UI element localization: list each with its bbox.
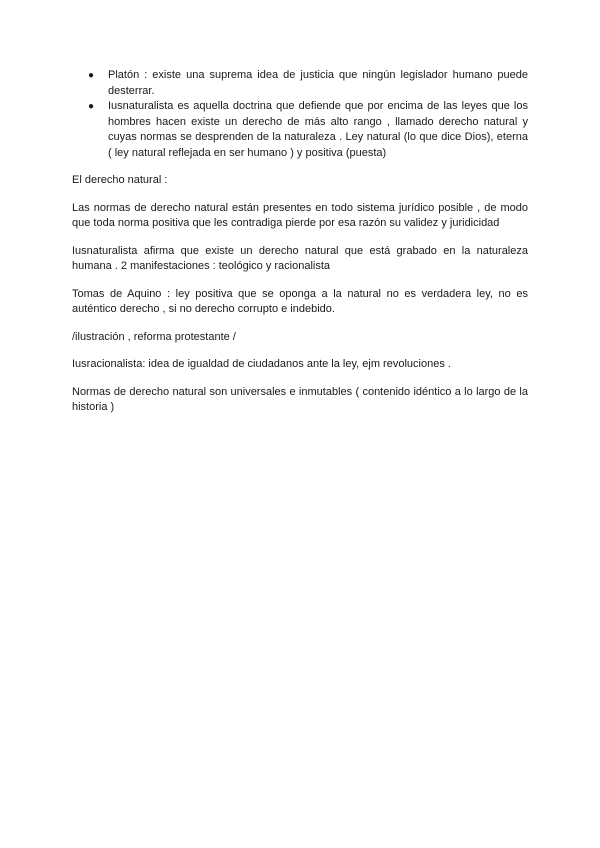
paragraph-ilustracion: /ilustración , reforma protestante /	[72, 330, 236, 343]
bullet-icon: ●	[88, 101, 95, 112]
section-heading: El derecho natural :	[72, 174, 168, 186]
list-item	[72, 68, 528, 99]
paragraph-iusnaturalista: Iusnaturalista afirma que existe un derecho natural que está grabado en la naturaleza humana . 2 manifestaciones : teológico y racionalista	[72, 244, 528, 272]
paragraph-tomas-de-aquino: Tomas de Aquino : ley positiva que se oponga a la natural no es verdadera ley, no es auténtico derecho , si no derecho corrupto e indebido.	[72, 287, 528, 315]
document-body	[72, 68, 528, 416]
bullet-text-platon: Platón : existe una suprema idea de justicia que ningún legislador humano puede desterrar.	[108, 69, 528, 97]
bullet-icon: ●	[88, 70, 95, 81]
paragraph-normas: Las normas de derecho natural están presentes en todo sistema jurídico posible , de modo que toda norma positiva que les contradiga pierde por esa razón su validez y juridicidad	[72, 201, 528, 229]
paragraph-iusracionalista: Iusracionalista: idea de igualdad de ciudadanos ante la ley, ejm revoluciones .	[72, 358, 451, 370]
bullet-list	[72, 68, 528, 161]
bullet-text-iusnaturalista: Iusnaturalista es aquella doctrina que defiende que por encima de las leyes que los hombres hacen existe un derecho de más alto rango , llamado derecho natural y cuyas normas se desprenden de la naturaleza . Ley natural (lo que dice Dios), eterna ( ley natural reflejada en ser humano ) y positiva (puesta)	[108, 100, 528, 159]
list-item	[72, 99, 528, 161]
paragraph-normas-universales: Normas de derecho natural son universales e inmutables ( contenido idéntico a lo largo de la historia )	[72, 385, 528, 413]
